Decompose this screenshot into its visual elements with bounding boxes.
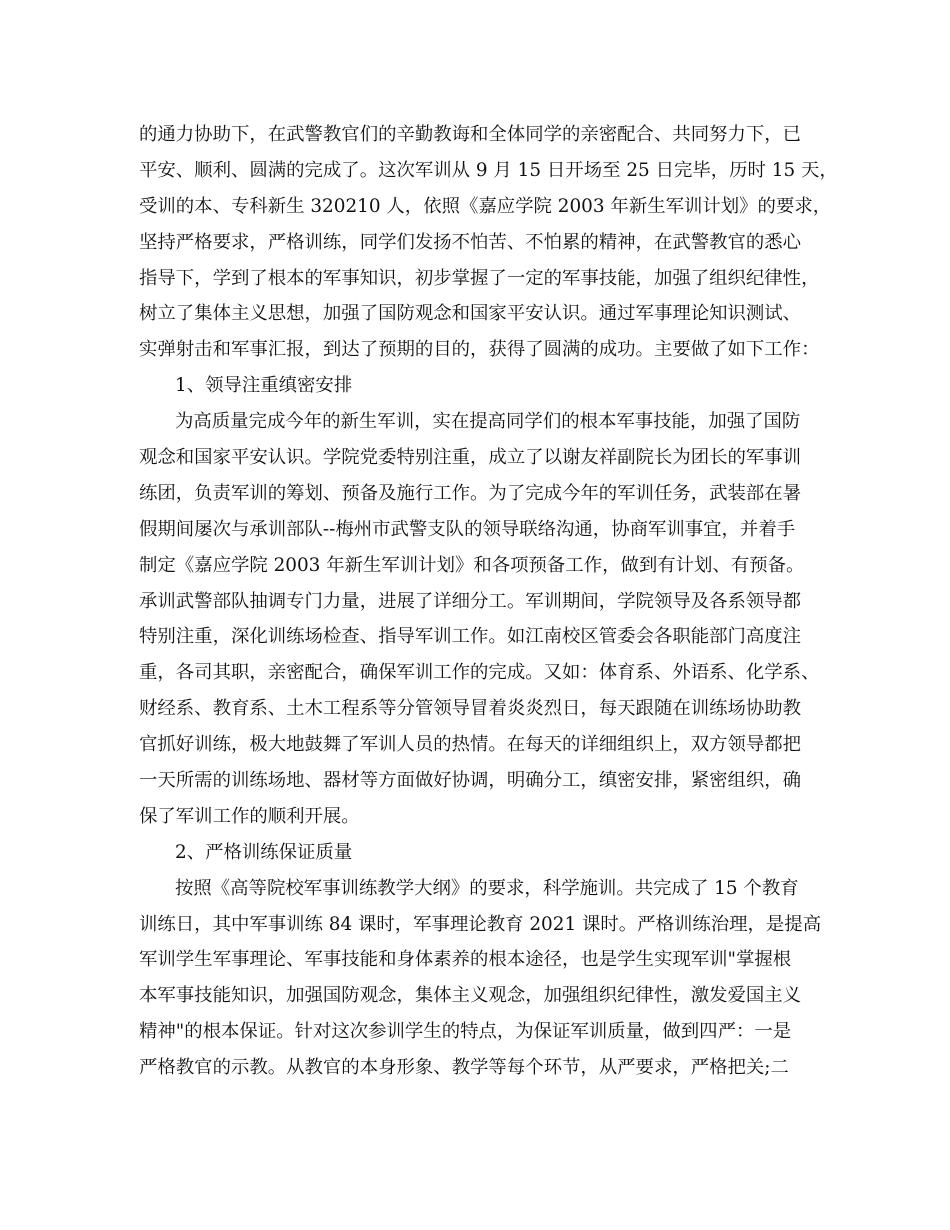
text-line: 实弹射击和军事汇报，到达了预期的目的，获得了圆满的成功。主要做了如下工作： — [139, 339, 820, 361]
text-line: 本军事技能知识，加强国防观念，集体主义观念，加强组织纪律性，激发爱国主义 — [139, 985, 802, 1007]
text-line: 财经系、教育系、土木工程系等分管领导冒着炎炎烈日，每天跟随在训练场协助教 — [139, 698, 802, 720]
text-line: 练团，负责军训的筹划、预备及施行工作。为了完成今年的军训任务，武装部在暑 — [139, 482, 802, 504]
text-line: 承训武警部队抽调专门力量，进展了详细分工。军训期间，学院领导及各系领导都 — [139, 590, 802, 612]
text-line: 保了军训工作的顺利开展。 — [139, 805, 360, 827]
section-heading: 1、领导注重缜密安排 — [175, 375, 353, 397]
text-line: 特别注重，深化训练场检查、指导军训工作。如江南校区管委会各职能部门高度注 — [139, 626, 802, 648]
text-line: 制定《嘉应学院 2003 年新生军训计划》和各项预备工作，做到有计划、有预备。 — [139, 554, 805, 576]
text-line: 受训的本、专科新生 320210 人，依照《嘉应学院 2003 年新生军训计划》的要求， — [139, 195, 832, 217]
section-heading: 2、严格训练保证质量 — [175, 841, 353, 863]
text-line: 指导下，学到了根本的军事知识，初步掌握了一定的军事技能，加强了组织纪律性， — [139, 267, 820, 289]
text-line: 军训学生军事理论、军事技能和身体素养的根本途径，也是学生实现军训"掌握根 — [139, 949, 792, 971]
text-line: 的通力协助下，在武警教官们的辛勤教诲和全体同学的亲密配合、共同努力下，已 — [139, 124, 802, 145]
text-line: 重，各司其职，亲密配合，确保军训工作的完成。又如：体育系、外语系、化学系、 — [139, 662, 820, 684]
text-line: 树立了集体主义思想，加强了国防观念和国家平安认识。通过军事理论知识测试、 — [139, 303, 802, 325]
text-line: 训练日，其中军事训练 84 课时，军事理论教育 2021 课时。严格训练治理，是提高 — [139, 913, 822, 935]
text-line: 精神"的根本保证。针对这次参训学生的特点，为保证军训质量，做到四严：一是 — [139, 1021, 792, 1043]
text-line: 按照《高等院校军事训练教学大纲》的要求，科学施训。共完成了 15 个教育 — [175, 877, 799, 899]
text-line: 假期间屡次与承训部队--梅州市武警支队的领导联络沟通，协商军训事宜，并着手 — [139, 518, 796, 540]
text-line: 一天所需的训练场地、器材等方面做好协调，明确分工，缜密安排，紧密组织，确 — [139, 770, 802, 792]
text-line: 官抓好训练，极大地鼓舞了军训人员的热情。在每天的详细组织上，双方领导都把 — [139, 734, 802, 756]
text-line: 坚持严格要求，严格训练，同学们发扬不怕苦、不怕累的精神，在武警教官的悉心 — [139, 231, 802, 253]
text-line: 严格教官的示教。从教官的本身形象、教学等每个环节，从严要求，严格把关;二 — [139, 1057, 789, 1079]
document-body — [139, 117, 838, 1086]
text-line: 观念和国家平安认识。学院党委特别注重，成立了以谢友祥副院长为团长的军事训 — [139, 447, 802, 469]
text-line: 为高质量完成今年的新生军训，实在提高同学们的根本军事技能，加强了国防 — [175, 411, 801, 433]
text-line: 平安、顺利、圆满的完成了。这次军训从 9 月 15 日开场至 25 日完毕，历时 15 天， — [139, 159, 838, 181]
